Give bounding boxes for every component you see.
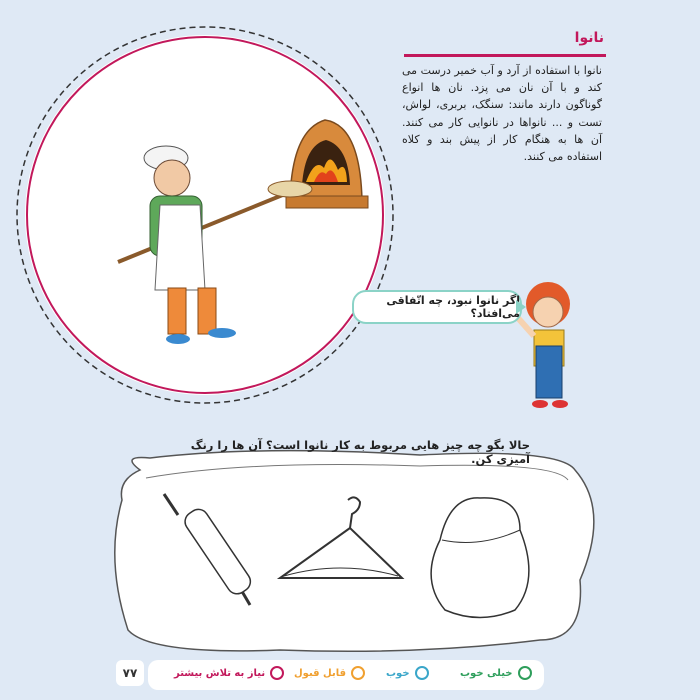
rating-very-good[interactable]	[460, 666, 532, 680]
rating-circle-icon[interactable]	[518, 666, 532, 680]
rating-circle-icon[interactable]	[351, 666, 365, 680]
rating-label: خیلی خوب	[460, 667, 513, 679]
title-underline	[404, 54, 606, 57]
rating-good[interactable]	[386, 666, 429, 680]
rating-label: نیاز به تلاش بیشتر	[174, 667, 266, 679]
question-text: اگر نانوا نبود، چه اتّفاقی می‌افتاد؟	[386, 294, 520, 320]
rating-label: قابل قبول	[294, 667, 347, 679]
question-bubble	[352, 290, 522, 324]
page-number: ۷۷	[116, 660, 144, 686]
activity-instruction: حالا بگو چه چیز هایی مربوط به کار نانوا است؟ آن ها را رنگ آمیزی کن.	[190, 438, 530, 466]
bubble-tail	[516, 300, 526, 314]
rating-acceptable[interactable]	[294, 666, 365, 680]
rating-circle-icon[interactable]	[270, 666, 284, 680]
rating-circle-icon[interactable]	[415, 666, 429, 680]
article-title: نانوا	[574, 30, 604, 46]
rating-label: خوب	[386, 667, 410, 679]
article-body: نانوا با استفاده از آرد و آب خمیر درست می کند و با آن نان می پزد. نان ها انواع گوناگون دارند مانند: سنگک، بربری، لواش، تست و ... نانواها در نانوایی کار می کنند. آن ها به هنگام کار از پیش بند و کلاه استفاده می کنند.	[402, 64, 602, 164]
rating-needs-effort[interactable]	[174, 666, 284, 680]
